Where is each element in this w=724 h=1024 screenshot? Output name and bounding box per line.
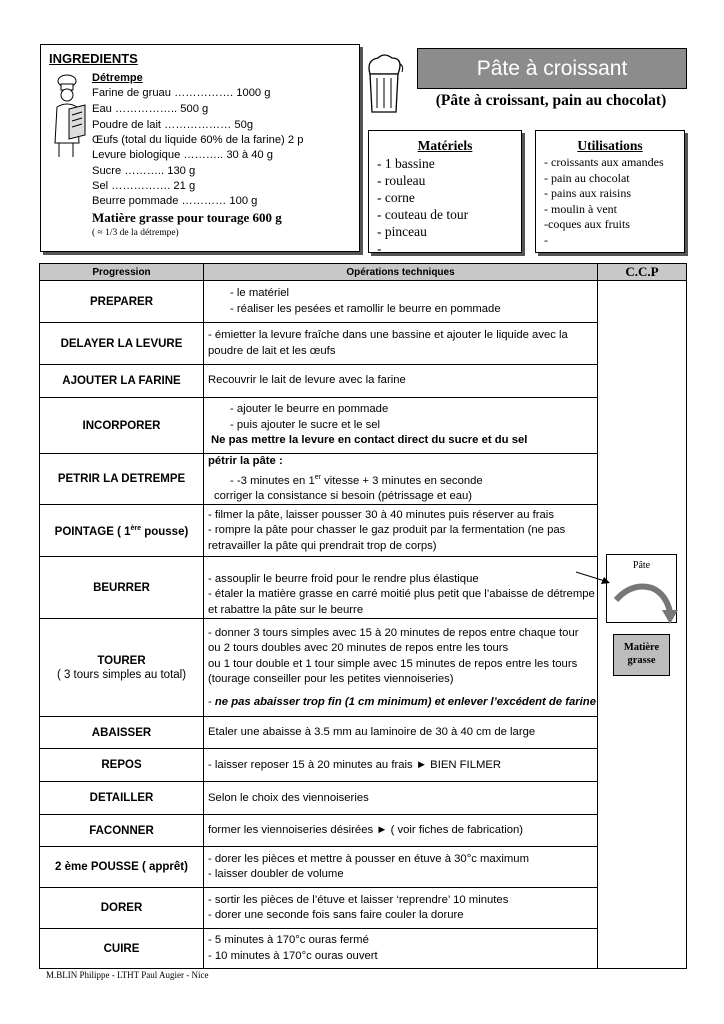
- materiel-item: -: [377, 241, 382, 256]
- step-operations: pétrir la pâte : - -3 minutes en 1er vitesse + 3 minutes en seconde corriger la consistance si besoin (pétrissage et eau): [204, 454, 598, 505]
- page-subtitle: (Pâte à croissant, pain au chocolat): [435, 92, 667, 109]
- step-label: PETRIR LA DETREMPE: [40, 454, 204, 505]
- materiels-box: [368, 130, 522, 256]
- utilisation-item: - moulin à vent: [544, 201, 617, 216]
- table-row: [40, 505, 687, 557]
- step-label: POINTAGE ( 1ère pousse): [40, 505, 204, 557]
- ccp-matiere-grasse-box: [613, 634, 670, 676]
- utilisation-item: - pain au chocolat: [544, 170, 630, 185]
- step-label: CUIRE: [40, 929, 204, 969]
- ingredient-line: Farine de gruau ……………. 1000 g: [92, 87, 271, 99]
- ingredient-line: Eau …………….. 500 g: [92, 103, 209, 115]
- ingredient-line: Sucre ……….. 130 g: [92, 165, 196, 177]
- step-operations: - sortir les pièces de l’étuve et laisser ‘reprendre’ 10 minutes - dorer une seconde fois sans faire couler la dorure: [204, 888, 598, 929]
- table-header-row: [40, 264, 687, 281]
- ccp-matiere-grasse-label: Matière grasse: [623, 642, 660, 666]
- utilisation-item: -coques aux fruits: [544, 217, 630, 232]
- page-title: Pâte à croissant: [476, 57, 628, 80]
- ingredient-line: Beurre pommade ………… 100 g: [92, 195, 258, 207]
- ingredient-line: Poudre de lait ……………… 50g: [92, 119, 254, 131]
- table-row: [40, 929, 687, 969]
- title-box: [417, 48, 687, 89]
- table-row: [40, 749, 687, 782]
- step-label: DELAYER LA LEVURE: [40, 323, 204, 365]
- header-progression: Progression: [40, 264, 204, 281]
- materiels-title: Matériels: [417, 138, 473, 153]
- step-operations: - donner 3 tours simples avec 15 à 20 minutes de repos entre chaque tour ou 2 tours doubles avec 20 minutes de repos entre les tours ou 1 tour double et 1 tour simple avec 15 minutes de repos entre les tours (tourage conseiller pour les petites viennoiseries) - ne pas abaisser trop fin (1 cm minimum) et enlever l’excédent de farine: [204, 619, 598, 717]
- step-label: AJOUTER LA FARINE: [40, 365, 204, 398]
- ingredient-line: Sel ……………. 21 g: [92, 180, 196, 192]
- step-label: PREPARER: [40, 281, 204, 323]
- table-row: [40, 365, 687, 398]
- step-label: INCORPORER: [40, 398, 204, 454]
- chef-hat-icon: [362, 52, 406, 118]
- header-ccp: C.C.P: [598, 264, 687, 281]
- table-row: [40, 717, 687, 749]
- utilisations-box: [535, 130, 685, 253]
- step-operations: - filmer la pâte, laisser pousser 30 à 40 minutes puis réserver au frais - rompre la pâte pour chasser le gaz produit par la fermentation (ne pas retravailler la pâte qui prendrait trop de corps): [204, 505, 598, 557]
- matiere-grasse-line: Matière grasse pour tourage 600 g: [92, 210, 282, 225]
- ccp-pate-label: Pâte: [632, 560, 651, 571]
- header-operations: Opérations techniques: [204, 264, 598, 281]
- matiere-grasse-fraction: ( ≈ 1/3 de la détrempe): [92, 228, 179, 238]
- step-label: DORER: [40, 888, 204, 929]
- utilisation-item: - pains aux raisins: [544, 186, 631, 201]
- table-row: [40, 454, 687, 505]
- step-operations: - ajouter le beurre en pommade - puis ajouter le sucre et le sel Ne pas mettre la levure en contact direct du sucre et du sel: [204, 398, 598, 454]
- utilisation-item: - croissants aux amandes: [544, 155, 664, 169]
- step-label: DETAILLER: [40, 782, 204, 815]
- footer-author: M.BLIN Philippe - LTHT Paul Augier - Nice: [46, 970, 209, 980]
- table-row: [40, 281, 687, 323]
- materiel-item: - 1 bassine: [377, 156, 435, 171]
- step-operations: Selon le choix des viennoiseries: [204, 782, 598, 815]
- ingredients-box: [40, 44, 360, 252]
- step-operations: - dorer les pièces et mettre à pousser en étuve à 30°c maximum - laisser doubler de volume: [204, 847, 598, 888]
- table-row: [40, 847, 687, 888]
- table-row: [40, 398, 687, 454]
- step-label: TOURER ( 3 tours simples au total): [40, 619, 204, 717]
- step-label: ABAISSER: [40, 717, 204, 749]
- utilisation-item: -: [544, 232, 548, 247]
- step-operations: - assouplir le beurre froid pour le rendre plus élastique - étaler la matière grasse en carré moitié plus petit que l’abaisse de détrempe et rabattre la pâte sur le beurre: [204, 557, 598, 619]
- step-label: BEURRER: [40, 557, 204, 619]
- step-operations: - 5 minutes à 170°c ouras fermé - 10 minutes à 170°c ouras ouvert: [204, 929, 598, 969]
- step-operations: Etaler une abaisse à 3.5 mm au laminoire de 30 à 40 cm de large: [204, 717, 598, 749]
- ingredient-line: Levure biologique ……….. 30 à 40 g: [92, 149, 273, 161]
- step-label: 2 ème POUSSE ( apprêt): [40, 847, 204, 888]
- step-operations: Recouvrir le lait de levure avec la farine: [204, 365, 598, 398]
- table-row: [40, 815, 687, 847]
- materiel-item: - corne: [377, 190, 415, 205]
- table-row: [40, 888, 687, 929]
- step-label: REPOS: [40, 749, 204, 782]
- ccp-arrows-icon: [574, 570, 684, 630]
- ingredients-title: INGREDIENTS: [49, 51, 138, 66]
- ingredient-line: Œufs (total du liquide 60% de la farine) 2 p: [92, 134, 304, 146]
- materiel-item: - pinceau: [377, 224, 427, 239]
- chef-reading-icon: [51, 73, 91, 161]
- step-label: FACONNER: [40, 815, 204, 847]
- materiel-item: - rouleau: [377, 173, 426, 188]
- table-row: [40, 619, 687, 717]
- step-operations: former les viennoiseries désirées ► ( voir fiches de fabrication): [204, 815, 598, 847]
- table-row: [40, 323, 687, 365]
- step-operations: - le matériel - réaliser les pesées et ramollir le beurre en pommade: [204, 281, 598, 323]
- detrempe-label: Détrempe: [92, 72, 143, 84]
- utilisations-title: Utilisations: [577, 138, 643, 153]
- step-operations: - émietter la levure fraîche dans une bassine et ajouter le liquide avec la poudre de lait et les œufs: [204, 323, 598, 365]
- table-row: [40, 782, 687, 815]
- materiel-item: - couteau de tour: [377, 207, 469, 222]
- step-operations: - laisser reposer 15 à 20 minutes au frais ► BIEN FILMER: [204, 749, 598, 782]
